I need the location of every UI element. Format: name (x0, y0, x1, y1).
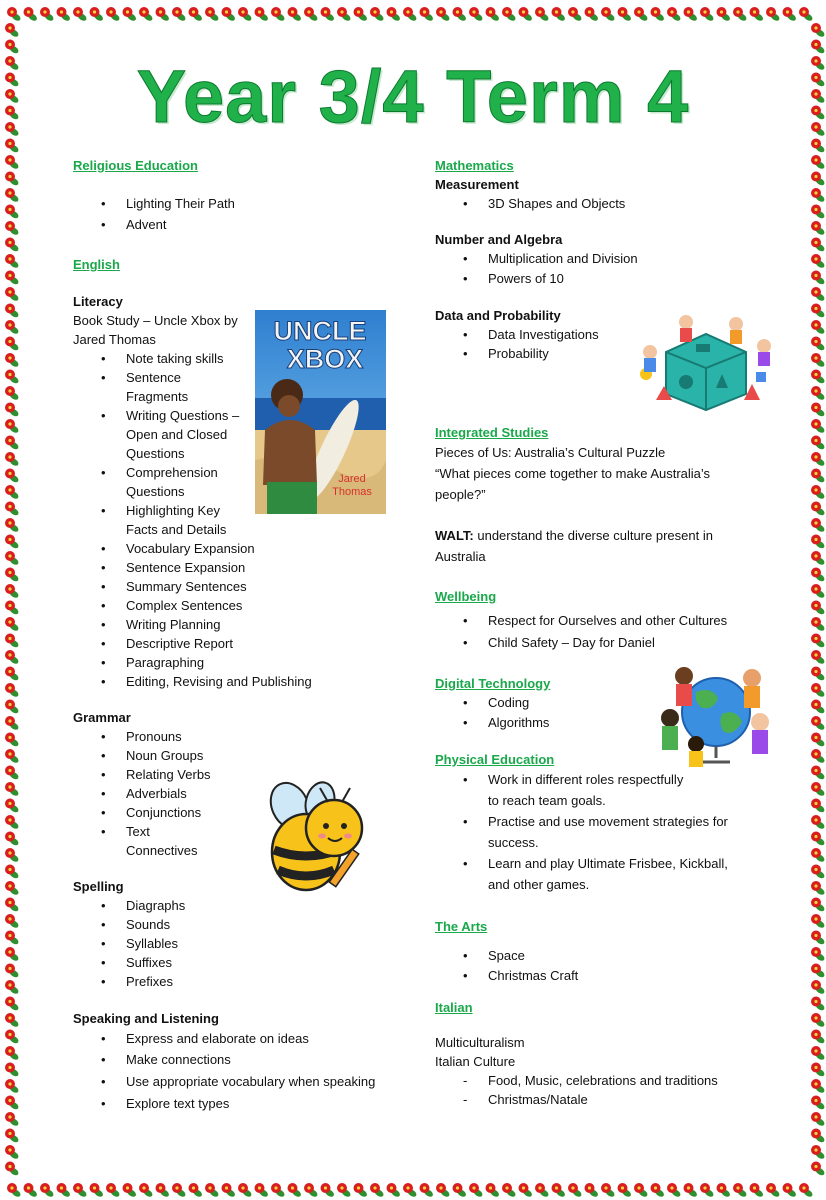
list-item: • Suffixes (73, 953, 403, 972)
list-item: • Descriptive Report (73, 634, 386, 653)
list-item: • Syllables (73, 934, 403, 953)
list-item: • Use appropriate vocabulary when speaking (73, 1070, 403, 1093)
list-item: • Highlighting Key Facts and Details (73, 501, 236, 539)
list-item: • Child Safety – Day for Daniel (435, 632, 765, 654)
list-item: • Note taking skills (73, 349, 253, 368)
heading-integrated-studies: Integrated Studies (435, 425, 549, 440)
book-author-line2: Thomas (332, 486, 372, 498)
heading-mathematics: Mathematics (435, 158, 514, 173)
list-item: • Respect for Ourselves and other Cultures (435, 610, 765, 632)
list-item: • Work in different roles respectfully to reach team goals. (435, 769, 688, 811)
measurement-list (435, 194, 765, 213)
heading-english: English (73, 257, 120, 272)
speaking-list (73, 1028, 403, 1115)
speaking-listening-label: Speaking and Listening (73, 1011, 219, 1026)
list-item: • Multiplication and Division (435, 249, 765, 269)
literacy-label: Literacy (73, 294, 123, 309)
italian-list (435, 1071, 765, 1109)
list-item: • Noun Groups (73, 746, 403, 765)
list-item: • Adverbials (73, 784, 403, 803)
list-item: • Writing Planning (73, 615, 386, 634)
list-item: • Data Investigations (435, 325, 765, 344)
list-item: • Prefixes (73, 972, 403, 991)
list-item: • Complex Sentences (73, 596, 386, 615)
integrated-question: “What pieces come together to make Australia’s people?” (435, 466, 711, 502)
list-item: • Sounds (73, 915, 403, 934)
number-algebra-label: Number and Algebra (435, 232, 563, 247)
walt-text: understand the diverse culture present in Australia (435, 528, 713, 564)
spelling-label: Spelling (73, 879, 124, 894)
list-item: • Powers of 10 (435, 269, 765, 289)
list-item: • Vocabulary Expansion (73, 539, 386, 558)
list-item: • Space (435, 946, 765, 966)
uncle-xbox-book-cover (255, 310, 386, 514)
list-item: • Pronouns (73, 727, 403, 746)
list-item: • Comprehension Questions (73, 463, 231, 501)
literacy-list (73, 349, 312, 691)
list-item: • Lighting Their Path (73, 193, 403, 214)
grammar-label: Grammar (73, 710, 131, 725)
walt-label: WALT: (435, 528, 474, 543)
list-item: • Learn and play Ultimate Frisbee, Kickball, and other games. (435, 853, 748, 895)
list-item: • Writing Questions – Open and Closed Questions (73, 406, 246, 463)
spelling-list (73, 896, 403, 991)
heading-wellbeing: Wellbeing (435, 589, 497, 604)
page-title: Year 3/4 Term 4 (136, 55, 690, 138)
italian-multiculturalism: Multiculturalism (435, 1035, 525, 1050)
list-item: • Make connections (73, 1049, 403, 1070)
heading-the-arts: The Arts (435, 919, 488, 934)
left-column (73, 156, 403, 1115)
walt-statement (435, 525, 735, 567)
pe-list (435, 769, 765, 895)
list-item: • Sentence Fragments (73, 368, 186, 406)
list-item: - Christmas/Natale (435, 1090, 765, 1109)
list-item: • Advent (73, 214, 403, 235)
list-item: - Food, Music, celebrations and traditions (435, 1071, 765, 1090)
bee-illustration (258, 780, 373, 895)
list-item: • Coding (435, 693, 765, 713)
arts-list (435, 946, 765, 986)
kids-with-shapes-illustration (636, 312, 776, 412)
book-study-author: Jared Thomas (73, 332, 156, 347)
list-item: • Algorithms (435, 713, 765, 733)
right-column (435, 156, 765, 1109)
book-study-line: Book Study – Uncle Xbox by (73, 313, 238, 328)
re-list (73, 193, 403, 235)
integrated-topic: Pieces of Us: Australia’s Cultural Puzzle (435, 445, 666, 460)
wellbeing-list (435, 610, 765, 654)
list-item: • Express and elaborate on ideas (73, 1028, 403, 1049)
book-title-line1: UNCLE (273, 316, 367, 346)
kids-with-globe-illustration (656, 662, 774, 770)
list-item: • Text Connectives (73, 822, 206, 860)
heading-italian: Italian (435, 1000, 473, 1015)
list-item: • Christmas Craft (435, 966, 765, 986)
list-item: • Sentence Expansion (73, 558, 386, 577)
list-item: • Paragraphing (73, 653, 386, 672)
list-item: • Summary Sentences (73, 577, 386, 596)
list-item: • Relating Verbs (73, 765, 403, 784)
list-item: • Conjunctions (73, 803, 403, 822)
heading-physical-education: Physical Education (435, 752, 555, 767)
heading-digital-technology: Digital Technology (435, 676, 551, 691)
heading-religious-education: Religious Education (73, 158, 198, 173)
list-item: • Explore text types (73, 1093, 403, 1115)
list-item: • Practise and use movement strategies for success. (435, 811, 748, 853)
list-item: • 3D Shapes and Objects (435, 194, 765, 213)
number-list (435, 249, 765, 289)
italian-culture: Italian Culture (435, 1054, 516, 1069)
book-author-line1: Jared (338, 473, 366, 485)
list-item: • Editing, Revising and Publishing (73, 672, 426, 691)
book-title-line2: XBOX (286, 344, 364, 374)
data-probability-label: Data and Probability (435, 308, 561, 323)
measurement-label: Measurement (435, 177, 519, 192)
list-item: • Probability (435, 344, 765, 363)
list-item: • Diagraphs (73, 896, 403, 915)
